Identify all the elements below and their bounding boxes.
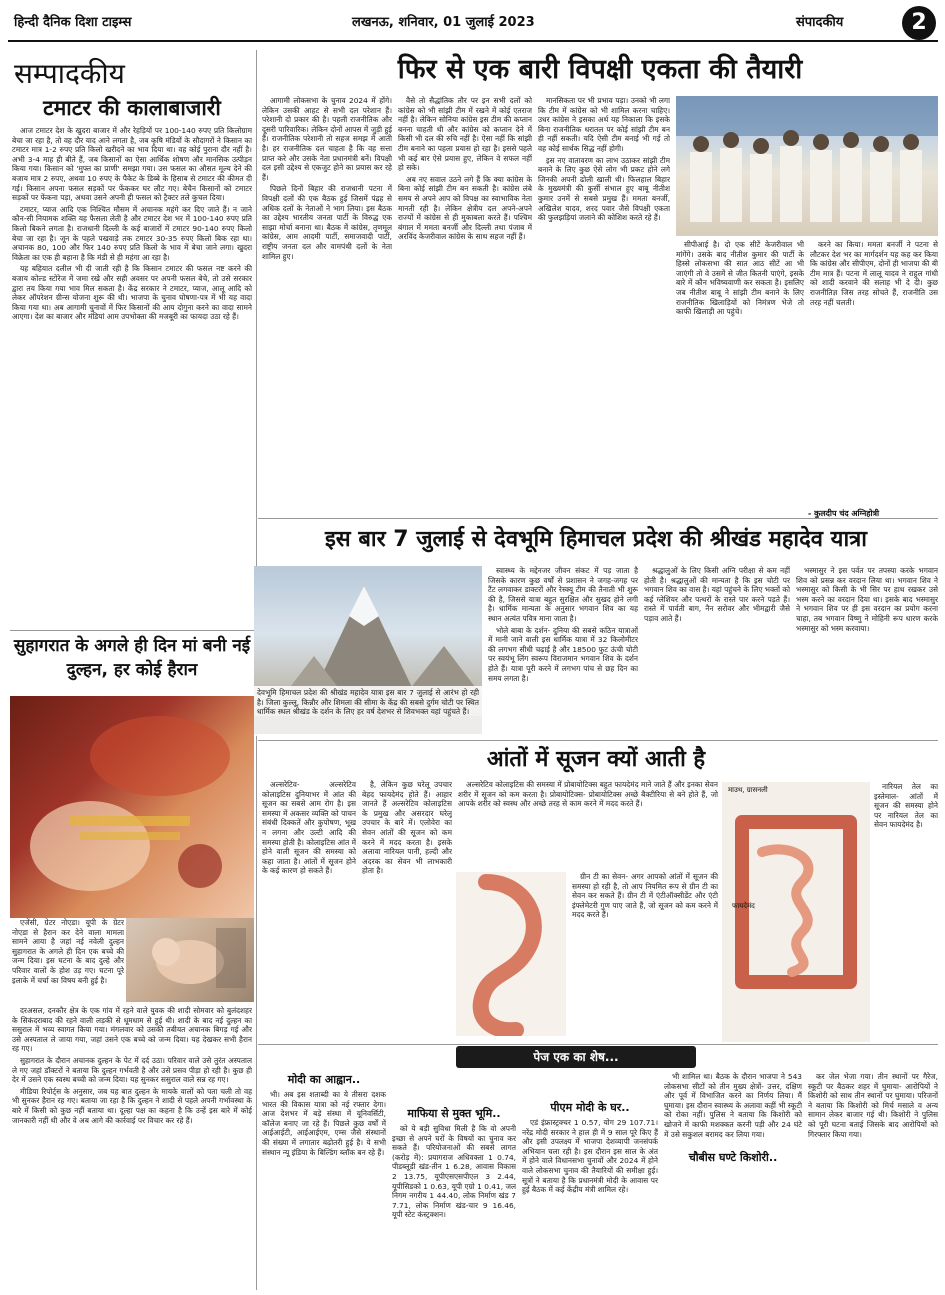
paper-name: हिन्दी दैनिक दिशा टाइम्स: [14, 15, 132, 30]
bride-paragraph: एजेंसी, ग्रेटर नोएडा। यूपी के ग्रेटर नोएडा से हैरान कर देने वाला मामला सामने आया है जहां नई नवेली दुल्हन सुहागरात के अगले ही दिन एक बच्चे की जन्म दिया। इस घटना के बाद दुल्हे और परिवार वालों के होश उड़ गए। घटना पूरे इलाके में चर्चा का विषय बनी हुई है।: [12, 918, 124, 985]
section-name: संपादकीय: [796, 15, 844, 30]
yatra-paragraph: श्रद्धालुओं के लिए किसी अग्नि परीक्षा से कम नहीं होती है। श्रद्धालुओं की मान्यता है कि इस चोटी पर भगवान शिव का वास है। यहां पहुंचने के लिए भक्तों को कई ग्लेशियर और पत्थरों के रास्ते पार करने पड़ते हैं। रास्ते में पार्वती बाग, नैन सरोवर और भीमद्वारी जैसे पड़ाव आते हैं।: [644, 566, 790, 623]
section-divider: [258, 1044, 938, 1045]
lead-paragraph: वैसे तो सैद्धांतिक तौर पर इन सभी दलों को कांग्रेस को भी सांझी टीम में रखने में कोई एतराज नहीं है। लेकिन सोनिया कांग्रेस इस टीम की कप्तान बनना चाहती थी और कांग्रेस को कप्तान देने में किसी भी दल की रुचि नहीं है। ऐसा नहीं कि सांझी टीम बनाने का पहला प्रयास हो रहा है। इससे पहले भी कई बार ऐसे प्रयास हुए, लेकिन वे सफल नहीं हो सके।: [398, 96, 532, 173]
section-divider: [10, 630, 254, 631]
lead-paragraph: आगामी लोकसभा के चुनाव 2024 में होंगे। लेकिन उसकी आहट से सभी दल परेशान हैं। परेशानी दो प्रकार की है। पहली राजनीतिक और दूसरी पारिवारिक। लेकिन दोनों आपस में जुड़ी हुई हैं। राजनीतिक परेशानी तो सहज समझ में आती है। हर राजनीतिक दल चाहता है कि वह सत्ता प्राप्त करे और उसके नेता प्रधानमंत्री बनें। विपक्षी दल इसी उद्देश्य से एकजुट होने का प्रयास कर रहे हैं।: [262, 96, 392, 182]
section-divider: [258, 518, 938, 519]
intestine-illustration: [722, 782, 870, 1042]
continued-body-5: [808, 1072, 938, 1290]
health-paragraph: अल्सरेटिव- अल्सरेटिव कोलाइटिस दुनियाभर में आंत की सूजन का सबसे आम रोग है। इस समस्या में अकसर व्यक्ति को पाचन संबंधी दिक्कतें और कुपोषण, भूख न लगना और उल्टी आदि की समस्या होती है। कोलाइटिस आंत में होने वाली सूजन की समस्या को कहा जाता है। आंतों में सूजन होने के कई कारण हो सकते हैं।: [262, 780, 356, 876]
yatra-column-2: [644, 566, 790, 738]
date-line: लखनऊ, शनिवार, 01 जुलाई 2023: [352, 15, 535, 30]
lead-column-2: [398, 96, 532, 514]
editorial-body: [12, 126, 252, 628]
continued-title: चौबीस घण्टे किशोरी..: [688, 1151, 778, 1164]
continued-paragraph: भी शामिल था। बैठक के दौरान भाजपा ने 543 लोकसभा सीटों को तीन मुख्य क्षेत्रों- उत्तर, दक्षिण और पूर्व में विभाजित करने का निर्णय लिया। मैं घुमाया। इस दौरान स्वास्थ्य के अलावा कहीं भी स्कूटी को रोका नहीं। पुलिस ने बताया कि किशोरी को खोजने में काफी मशक्कत करनी पड़ी और 24 घंटे में उसे सकुशल बरामद कर लिया गया।: [664, 1072, 802, 1139]
lead-story-title: फिर से एक बारी विपक्षी एकता की तैयारी: [397, 54, 803, 85]
yatra-paragraph: भस्मासुर ने इस पर्वत पर तपस्या करके भगवान शिव को प्रसन्न कर वरदान लिया था। भगवान शिव ने भस्मासुर को किसी के भी सिर पर हाथ रखकर उसे भस्म करने का वरदान दिया था। इसके बाद भस्मासुर ने भगवान शिव पर ही इस वरदान का प्रयोग करना चाहा, तब भगवान विष्णु ने मोहिनी रूप धारण करके भस्मासुर को भस्म करवाया।: [796, 566, 938, 633]
continued-body-1: [262, 1090, 386, 1290]
bride-story-title: सुहागरात के अगले ही दिन मां बनी नई दुल्हन, हर कोई हैरान: [13, 636, 251, 680]
bride-photo: [10, 696, 254, 918]
yatra-paragraph: भोले बाबा के दर्शन- दुनिया की सबसे कठिन यात्राओं में मानी जाने वाली इस धार्मिक यात्रा में 32 किलोमीटर की लगभग सीधी चढ़ाई है और 18500 फुट ऊंची चोटी पर स्वयंभू लिंग स्वरूप विराजमान भगवान शिव के दर्शन होते हैं। यात्रा पूरी करने में लगभग पांच से छह दिन का समय लगता है।: [488, 625, 638, 683]
health-paragraph: है, लेकिन कुछ घरेलू उपचार बेहद फायदेमंद होते हैं। आहार जानते हैं अल्सरेटिव कोलाइटिस के प्रमुख और असरदार घरेलू उपचार के बारे में। एलोवेरा का सेवन आंतों की सूजन को कम करने में मदद करता है। इसके अलावा नारियल पानी, हल्दी और अदरक का सेवन भी लाभकारी होता है।: [362, 780, 452, 876]
continued-body-3: [522, 1118, 658, 1290]
health-story-title: आंतों में सूजन क्यों आती है: [486, 747, 706, 772]
lead-column-1: [262, 96, 392, 514]
yatra-paragraph: स्वास्थ्य के मद्देनजर जीवन संकट में पड़ जाता है जिसके कारण कुछ वर्षों से प्रशासन ने जगह-जगह पर टैंट लगवाकर डाक्टरों और रेस्क्यू टीम की तैनाती भी शुरू की है, जिससे यात्रा बहुत सुरक्षित और सुखद होने लगी है। धार्मिक मान्यता के अनुसार भगवान शिव का यह स्थान अत्यंत पवित्र माना जाता है।: [488, 566, 638, 623]
editorial-paragraph: आज टमाटर देश के खुदरा बाजार में और रेहड़ियों पर 100-140 रुपए प्रति किलोग्राम बेचा जा रहा है, तो वह दौर याद आने लगता है, जब कृषि मंडियों के सौदागरों ने किसान का टमाटर मात्र 1-2 रुपए प्रति किलो खरीदने का भाव दिया था। वह कोई पुराना दौर नहीं है। अभी 3-4 माह ही बीते हैं, जब किसानों का ऐसा आर्थिक शोषण और मानसिक उत्पीड़न किया गया। किसान को 'मुफ्त का प्राणी' समझा गया। उस फसल का औसत मूल्य देने की बजाय मात्र 2 रुपए, अथवा 10 रुपए के पैकेट के डिब्बे के हिसाब से टमाटर की कीमत दी गई। किसान अपना फसल सड़कों पर फेंककर घर लौट गए। बेचैन किसानों को टमाटर सड़कों पर फेंकना पड़ा, अथवा उसने अपनी ही फसल को ट्रैक्टर तले कुचल दिया।: [12, 126, 252, 203]
lead-paragraph: सीपीआई है। दो एक सीटें केजरीवाल भी मांगेंगे। उसके बाद नीतीश कुमार की पार्टी के हिस्से लोकसभा की सात आठ सीटें आ भी जाएंगी तो वे उसमें से जीत कितनी पाएंगे, इसके बारे में कौन भविष्यवाणी कर सकता है। इसलिए जब नीतीश बाबू ने सांझी टीम बनाने के लिए राजनीतिक खिलाड़ियों को निमंत्रण भेजे तो काफी खिलाड़ी आ पहुंचे।: [676, 240, 804, 317]
continued-banner: पेज एक का शेष...: [456, 1046, 696, 1068]
leaders-group-photo: [676, 96, 938, 236]
editorial-label: सम्पादकीय: [14, 57, 125, 90]
health-paragraph: ग्रीन टी का सेवन- अगर आपको आंतों में सूजन की समस्या हो रही है, तो आप नियमित रूप से ग्रीन टी का सेवन कर सकते हैं। ग्रीन टी में एंटीऑक्सीडेंट और एंटी इंफ्लेमेटरी गुण पाए जाते हैं, जो सूजन को कम करने में मदद करते हैं।: [572, 872, 718, 920]
continued-paragraph: एडं इंफ्रास्ट्रक्चर 1 0.57, योग 29 107.71। नरेंद्र मोदी सरकार ने हाल ही में 9 साल पूरे किए हैं और इसी उपलक्ष्य में भाजपा देशव्यापी जनसंपर्क अभियान चला रही है। इस दौरान इस साल के अंत में होने वाले विधानसभा चुनावों और 2024 में होने वाले लोकसभा चुनाव की तैयारियों की समीक्षा हुई। सूत्रों ने बताया है कि प्रधानमंत्री मोदी के आवास पर हुई बैठक में कई केंद्रीय मंत्री शामिल रहे।: [522, 1118, 658, 1195]
lead-paragraph: अब नए सवाल उठने लगे हैं कि क्या कांग्रेस के बिना कोई सांझी टीम बन सकती है। कांग्रेस लंबे समय से अपने आप को विपक्ष का स्वाभाविक नेता मानती रही है। लेकिन क्षेत्रीय दल अपने-अपने राज्यों में कांग्रेस से ही मुकाबला करते हैं। पश्चिम बंगाल में ममता बनर्जी और दिल्ली तथा पंजाब में अरविंद केजरीवाल कांग्रेस के साथ सहज नहीं हैं।: [398, 174, 532, 242]
bride-paragraph: सुहागरात के दौरान अचानक दुल्हन के पेट में दर्द उठा। परिवार वाले उसे तुरंत अस्पताल ले गए जहां डॉक्टरों ने बताया कि दुल्हन गर्भवती है और उसे प्रसव पीड़ा हो रही है। कुछ ही देर में उसने एक स्वस्थ बच्ची को जन्म दिया। यह सुनकर ससुराल वाले सन्न रह गए।: [12, 1055, 252, 1085]
bride-paragraph: मीडिया रिपोर्ट्स के अनुसार, जब यह बात दुल्हन के मायके वालों को पता चली तो वह भी सुनकर हैरान रह गए। बताया जा रहा है कि दुल्हन ने शादी से पहले अपनी गर्भावस्था के बारे में किसी को कुछ नहीं बताया था। दूल्हा पक्ष का कहना है कि उन्हें इस बारे में कोई जानकारी नहीं थी और वे अब आगे की कार्रवाई पर विचार कर रहे हैं।: [12, 1086, 252, 1125]
health-paragraph: नारियल तेल का इस्तेमाल- आंतों में सूजन की समस्या होने पर नारियल तेल का सेवन फायदेमंद है।: [874, 782, 938, 830]
lead-paragraph: इस नए वातावरण का लाभ उठाकर सांझी टीम बनाने के लिए कुछ ऐसे लोग भी प्रकट होने लगे जिनकी अपनी ढोली खाली थी। फिलहाल बिहार के मुख्यमंत्री की कुर्सी संभाल हुए बाबू नीतीश कुमार उनमें से सबसे प्रमुख हैं। ममता बनर्जी, अखिलेश यादव, शरद पवार जैसे विपक्षी एकता की फुलझड़ियां जलाने की कोशिश करते रहे हैं।: [538, 155, 670, 223]
image-label-mouth: माउथ, ग्रासनली: [728, 786, 768, 794]
editorial-paragraph: टमाटर, प्याज आदि एक निश्चित मौसम में अचानक महंगे कर दिए जाते हैं। न जाने कौन-सी नियामक शक्ति यह फैसला लेती है और टमाटर देश भर में 100-140 रुपए प्रति किलो बिकने लगता है। राजधानी दिल्ली के कई बाजारों में टमाटर 90-140 रुपए किलो बेचा जा रहा है। जून के पहले पखवाड़े तक टमाटर 30-35 रुपए किलो बिक रहा था। अचानक 80, 100 और फिर 140 रुपए प्रति किलो के भाव में बेचा जाने लगा। खुदरा विक्रेता का एक ही बहाना है कि मंडी से ही महंगा आ रहा है।: [12, 204, 252, 262]
yatra-column-3: [796, 566, 938, 738]
lead-column-5: [810, 240, 938, 506]
health-column-2: [362, 780, 452, 1042]
continued-title: मोदी का आह्वान..: [287, 1073, 361, 1086]
section-divider: [258, 740, 938, 741]
health-column-5: [874, 782, 938, 1042]
health-column-3: [458, 780, 718, 870]
health-column-1: [262, 780, 356, 1042]
yatra-story-title: इस बार 7 जुलाई से देवभूमि हिमाचल प्रदेश की श्रीखंड महादेव यात्रा: [324, 527, 867, 552]
lead-column-4: [676, 240, 804, 512]
continued-body-2a-spacer: [392, 1072, 516, 1104]
yatra-column-1: [488, 566, 638, 738]
continued-body-4: [664, 1072, 802, 1290]
lead-column-3: [538, 96, 670, 514]
lead-byline: - कुलदीप चंद अग्निहोत्री: [808, 509, 880, 518]
bride-paragraph: दरअसल, दनकौर क्षेत्र के एक गांव में रहने वाले युवक की शादी सोमवार को बुलंदशहर के सिकंदराबाद की रहने वाली लड़की से धूमधाम से हुई थी। शादी के बाद नई दुल्हन का ससुराल में भव्य स्वागत किया गया। मंगलवार को उसकी तबीयत अचानक बिगड़ गई और उसे अस्पताल ले जाया गया, जहां उसने एक बच्चे को जन्म दिया। यह देखकर सभी हैरान रह गए।: [12, 1006, 252, 1054]
lead-paragraph: पिछले दिनों बिहार की राजधानी पटना में विपक्षी दलों की एक बैठक हुई जिसमें पंद्रह से अधिक दलों के नेताओं ने भाग लिया। इस बैठक का उद्देश्य भारतीय जनता पार्टी के विरुद्ध एक साझा मोर्चा बनाना था। बैठक में कांग्रेस, तृणमूल कांग्रेस, आम आदमी पार्टी, समाजवादी पार्टी, राष्ट्रीय जनता दल और वामपंथी दलों के नेता शामिल हुए।: [262, 184, 392, 261]
lead-paragraph: करने का किया। ममता बनर्जी ने पटना से लौटकर देश भर का मार्गदर्शन यह कह कर किया कि कांग्रेस और सीपीएम, दोनों ही भाजपा की बी टीम मात्र हैं। पटना में लालू यादव ने राहुल गांधी को शादी करवाने की सलाह भी दे दी। कुछ राजनीतिज्ञ जिस तरह सोचते हैं, राजनीति उस तरह नहीं चलती।: [810, 240, 938, 307]
bride-story-body-2: [12, 1006, 252, 1290]
baby-photo: [126, 918, 254, 1002]
editorial-title: टमाटर की कालाबाजारी: [43, 96, 221, 120]
bride-story-body-1: [12, 918, 124, 1004]
continued-paragraph: कर जेल भेजा गया। तीन स्थानों पर गैरेज, स्कूटी पर बैठकर शहर में घुमाया- आरोपियों ने किशोरी को साथ तीन स्थानों पर घुमाया। परिजनों ने बताया कि किशोरी को मिर्च मसाले व अन्य सामान लेकर बाजार गई थी। किशोरी ने पुलिस को पूरी घटना बताई जिसके बाद आरोपियों को गिरफ्तार किया गया।: [808, 1072, 938, 1139]
image-label-benefit: फायदेमंद: [732, 902, 755, 910]
leaders-photo-art: [676, 96, 938, 236]
lead-paragraph: मानसिकता पर भी प्रभाव पड़ा। उनको भी लगा कि टीम में कांग्रेस को भी शामिल करना चाहिए। उधर कांग्रेस ने इसका अर्थ यह निकाला कि इसके बिना राजनीतिक धरातल पर कोई सांझी टीम बन ही नहीं सकती। यदि ऐसी टीम बनाई भी गई तो वह कोई सार्थक सिद्ध नहीं होगी।: [538, 96, 670, 153]
health-paragraph: अल्सरेटिव कोलाइटिस की समस्या में प्रोबायोटिक्स बहुत फायदेमंद माने जाते हैं और इनका सेवन शरीर में सूजन को कम करता है। प्रोबायोटिक्स- प्रोबायोटिक्स अच्छे बैक्टीरिया से बने होते हैं, जो आपके शरीर को स्वस्थ और अच्छे तरह से काम करने में मदद करते हैं।: [458, 780, 718, 809]
yatra-caption: देवभूमि हिमाचल प्रदेश की श्रीखंड महादेव यात्रा इस बार 7 जुलाई से आरंभ हो रही है। जिला कुल्लू, किन्नौर और शिमला की सीमा के केंद्र की सबसे दुर्गम चोटी पर स्थित धार्मिक स्थल श्रीखंड के दर्शन के लिए हर वर्ष देशभर से शिवभक्त यहां पहुंचते हैं।: [257, 688, 479, 717]
stomach-art: [456, 872, 566, 1036]
bride-photo-art: [10, 696, 254, 918]
continued-title: पीएम मोदी के घर..: [550, 1101, 630, 1114]
baby-photo-art: [126, 918, 254, 1002]
intestine-art: [722, 782, 870, 1042]
continued-paragraph: को ये बड़ी सुविधा मिली है कि वो अपनी इच्छा से अपने घरों के विषयों का चुनाव कर सकते हैं। परियोजनाओं की सबसे लागत (करोड़ में): प्रयागराज अधिवक्ता 1 0.74, पीडब्लूडी खंड-तीन 1 6.28, आवास विकास 2 13.75, यूपीएसएसपीएल 3 2.44, यूपीसिडको 1 0.63, यूपी एग्रो 1 0.41, जल निगम नगरीय 1 44.40, लोक निर्माण खंड 7 7.71, लोक निर्माण खंड-चार 9 16.46, यूपी स्टेट कंस्ट्रक्शन।: [392, 1124, 516, 1220]
page-number-badge: 2: [902, 6, 936, 40]
masthead-divider: [8, 40, 938, 42]
editorial-paragraph: यह बहियात दलील भी दी जाती रही है कि किसान टमाटर की फसल नष्ट करने की बजाय कोल्ड स्टोरेज में जमा रखे और सही अवसर पर अपनी फसल बेचे, तो उसे सरकार द्वारा तय किया गया भाव मिल सकता है। केंद्र सरकार ने टमाटर, प्याज, आलू आदि को लेकर ऑपरेशन ग्रीन्स योजना शुरू की थी। भाजपा के चुनाव घोषणा-पत्र में भी यह वादा किया गया था। अब आगामी चुनावों में फिर किसानों की आय दोगुना करने का वादा सामने आएगा। देश का बाजार और मंडियां आम उपभोक्ता की मजबूरी का फायदा उठा रहे हैं।: [12, 264, 252, 322]
stomach-illustration: [456, 872, 566, 1036]
continued-paragraph: भी। अब इस शताब्दी का ये तीसरा दशक भारत की विकास यात्रा को नई रफ्तार देगा। आज देशभर में बड़े संस्था में यूनिवर्सिटी, कॉलेज बनाए जा रहे हैं। पिछले कुछ वर्षों में आईआईटी, आईआईएम, एम्स जैसे संस्थानों की संख्या में लगातार बढ़ोतरी हुई है। ये सभी संस्थान न्यू इंडिया के बिल्डिंग ब्लॉक बन रहे हैं।: [262, 1090, 386, 1157]
continued-title: माफिया से मुक्त भूमि..: [407, 1107, 501, 1120]
yatra-caption-holder: [254, 686, 482, 736]
continued-body-2: [392, 1124, 516, 1290]
health-column-4: [572, 872, 718, 1042]
